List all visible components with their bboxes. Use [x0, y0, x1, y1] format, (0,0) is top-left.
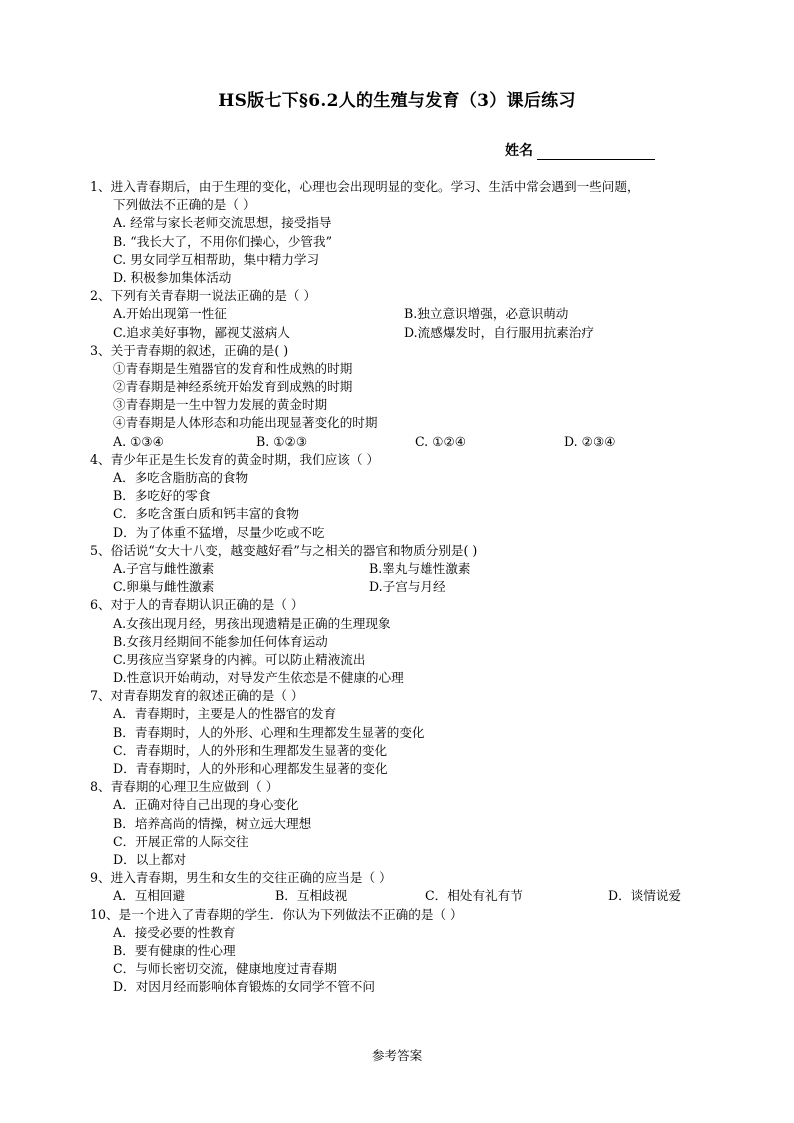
option-b: B．要有健康的性心理: [113, 942, 236, 958]
option-b: B.睾丸与雄性激素: [369, 560, 471, 576]
question-7: [90, 687, 720, 778]
question-stem: 6、对于人的青春期认识正确的是（ ）: [90, 597, 304, 613]
question-3: [90, 342, 720, 451]
option-row: [90, 324, 720, 342]
option-b: B．培养高尚的情操，树立远大理想: [113, 815, 312, 831]
question-stem: 7、对青春期发育的叙述正确的是（ ）: [90, 688, 304, 704]
option-b: B．多吃好的零食: [113, 488, 211, 504]
question-list: [90, 178, 720, 996]
statement: ①青春期是生殖器官的发育和性成熟的时期: [113, 360, 353, 376]
question-10: [90, 906, 720, 997]
option-a: A.子宫与雌性激素: [113, 560, 215, 576]
option-b: B.女孩月经期间不能参加任何体育运动: [113, 633, 328, 649]
option-c: C．开展正常的人际交往: [113, 833, 249, 849]
option-c: C．相处有礼有节: [425, 888, 523, 904]
question-stem: 2、下列有关青春期一说法正确的是（ ）: [90, 288, 317, 304]
option-d: D.流感爆发时，自行服用抗素治疗: [404, 324, 594, 340]
option-row: [90, 560, 720, 578]
option-d: D．谈情说爱: [608, 888, 682, 904]
option-a: A．正确对待自己出现的身心变化: [113, 797, 299, 813]
question-stem: 1、进入青春期后，由于生理的变化，心理也会出现明显的变化。学习、生活中常会遇到一些问题，: [90, 179, 640, 194]
name-blank-line: [537, 144, 655, 160]
option-a: A.女孩出现月经，男孩出现遗精是正确的生理现象: [113, 615, 391, 631]
option-b: B.独立意识增强，必意识萌动: [404, 306, 569, 322]
name-field: [505, 140, 655, 160]
option-row: [90, 578, 720, 596]
option-b: B．青春期时，人的外形、心理和生理都发生显著的变化: [113, 724, 425, 740]
option-b: B. ①②③: [256, 433, 308, 449]
question-stem: 下列做法不正确的是（ ）: [113, 197, 256, 213]
question-5: [90, 542, 720, 597]
option-a: A. ①③④: [113, 433, 164, 449]
question-4: [90, 451, 720, 542]
option-d: D. 积极参加集体活动: [113, 269, 232, 285]
question-8: [90, 778, 720, 869]
question-stem: 8、青春期的心理卫生应做到（ ）: [90, 779, 279, 795]
option-c: C．与师长密切交流，健康地度过青春期: [113, 961, 337, 977]
option-c: C.追求美好事物，鄙视艾滋病人: [113, 324, 290, 340]
option-d: D. ②③④: [564, 433, 616, 449]
option-d: D．对因月经而影响体育锻炼的女同学不管不问: [113, 979, 375, 995]
option-d: D.性意识开始萌动，对导发产生依恋是不健康的心理: [113, 670, 404, 686]
answer-key-heading: 参考答案: [371, 1048, 423, 1063]
page-title: HS版七下§6.2人的生殖与发育（3）课后练习: [218, 91, 576, 111]
option-c: C.卵巢与雌性激素: [113, 579, 215, 595]
question-6: [90, 596, 720, 687]
question-9: [90, 869, 720, 905]
option-d: D．为了体重不猛增，尽量少吃或不吃: [113, 524, 325, 540]
option-d: D.子宫与月经: [369, 579, 446, 595]
statement: ③青春期是一生中智力发展的黄金时期: [113, 397, 328, 413]
statement: ④青春期是人体形态和功能出现显著变化的时期: [113, 415, 378, 431]
question-stem: 3、关于青春期的叙述，正确的是( ): [90, 342, 289, 358]
option-c: C．青春期时，人的外形和生理都发生显著的变化: [113, 742, 388, 758]
option-a: A.开始出现第一性征: [113, 306, 227, 322]
option-row: [90, 433, 720, 451]
statement: ②青春期是神经系统开始发育到成熟的时期: [113, 379, 353, 395]
option-a: A．青春期时，主要是人的性器官的发育: [113, 706, 337, 722]
question-stem: 10、是一个进入了青春期的学生．你认为下列做法不正确的是（ ）: [90, 906, 463, 922]
option-a: A. 经常与家长老师交流思想，接受指导: [113, 215, 332, 231]
option-b: B. “我长大了，不用你们操心，少管我”: [113, 233, 333, 249]
question-stem: 4、青少年正是生长发育的黄金时期，我们应该（ ）: [90, 451, 380, 467]
question-2: [90, 287, 720, 342]
question-stem: 5、俗话说“女大十八变，越变越好看”与之相关的器官和物质分别是( ): [90, 542, 478, 558]
option-d: D．青春期时，人的外形和心理都发生显著的变化: [113, 761, 388, 776]
option-c: C.男孩应当穿紧身的内裤。可以防止精液流出: [113, 651, 366, 667]
option-a: A．互相回避: [113, 888, 186, 904]
option-row: [90, 305, 720, 323]
option-c: C. ①②④: [415, 433, 467, 449]
question-stem: 9、进入青春期，男生和女生的交往正确的应当是（ ）: [90, 870, 392, 886]
option-b: B．互相歧视: [275, 888, 348, 904]
question-1: [90, 178, 720, 287]
option-row: [90, 887, 720, 905]
option-c: C. 男女同学互相帮助，集中精力学习: [113, 251, 320, 267]
option-a: A．多吃含脂肪高的食物: [113, 470, 249, 485]
name-label: 姓名: [505, 143, 533, 159]
option-d: D．以上都对: [113, 851, 187, 867]
option-c: C．多吃含蛋白质和钙丰富的食物: [113, 506, 299, 522]
option-a: A．接受必要的性教育: [113, 924, 236, 940]
